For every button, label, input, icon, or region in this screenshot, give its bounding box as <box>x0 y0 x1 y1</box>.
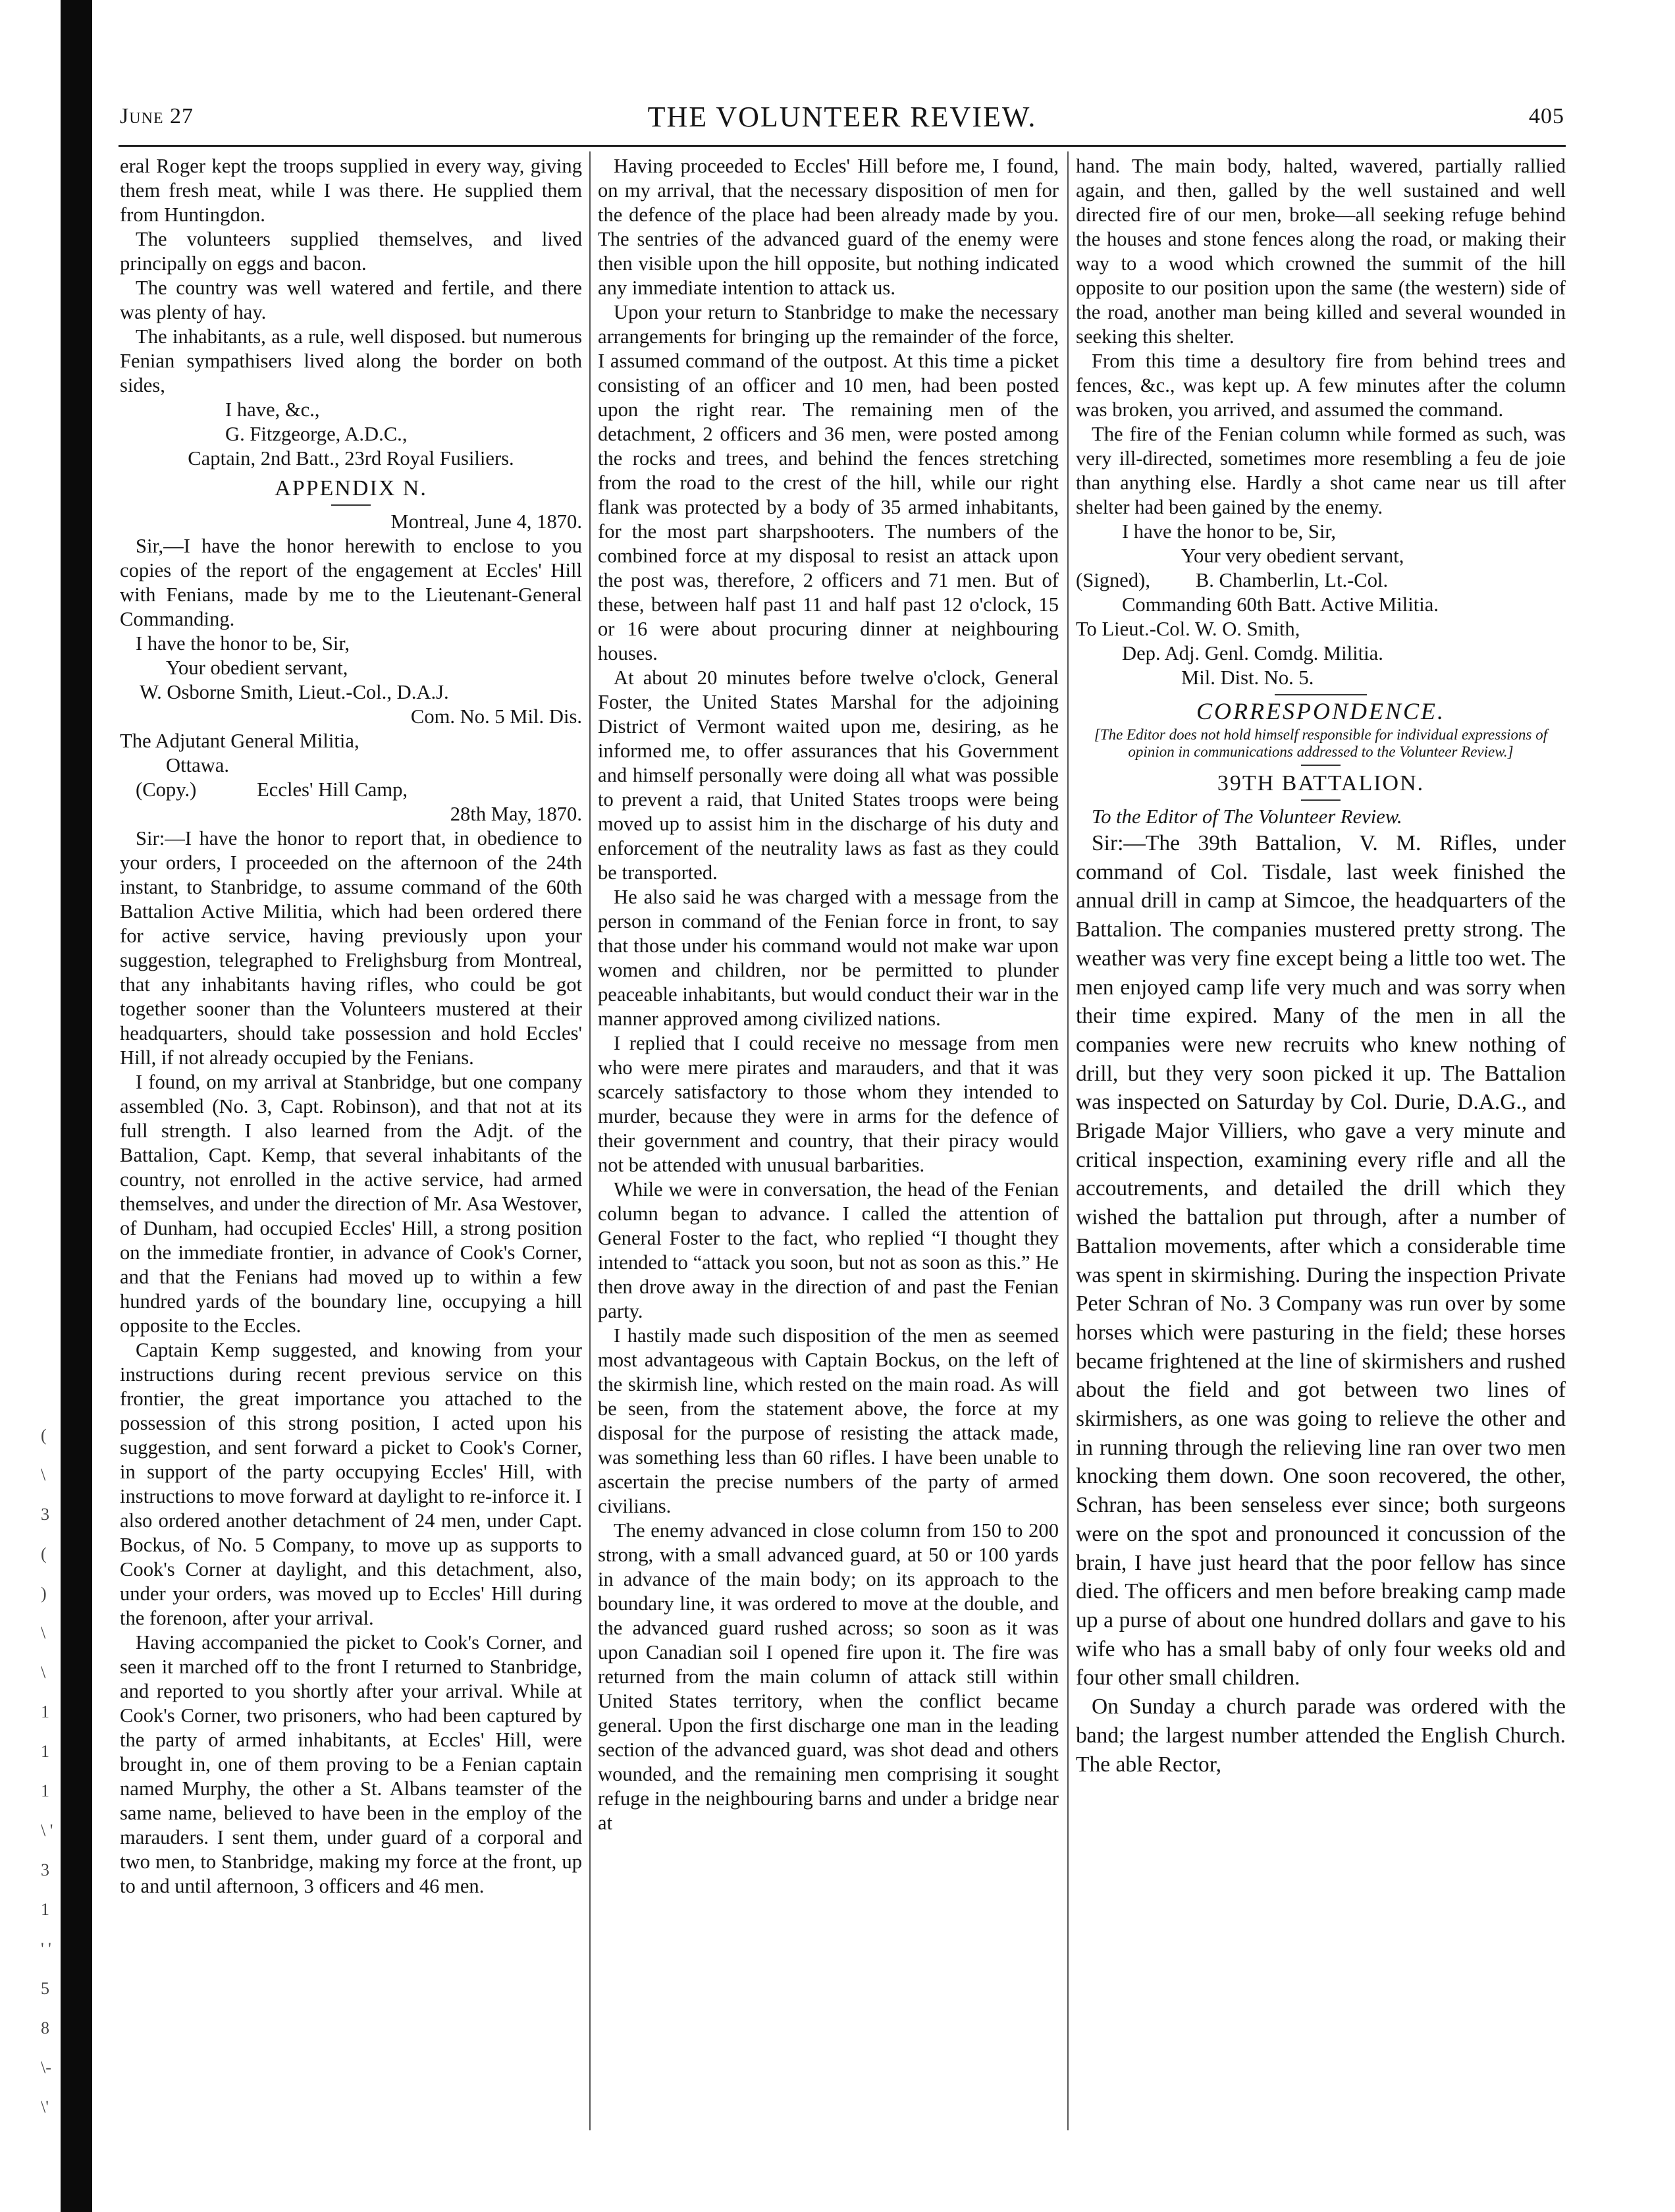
paragraph: Having proceeded to Eccles' Hill before me, I found, on my arrival, that the necessary disposition of men for the defence of the place had been already made by you. The sentries of the advanced guard of the enemy were then visible upon the hill opposite, but nothing indicated any immediate intention to attack us. <box>598 155 1059 299</box>
signature-line: G. Fitzgeorge, A.D.C., <box>225 423 408 445</box>
divider <box>1301 765 1341 766</box>
paragraph: Sir:—I have the honor to report that, in obedience to your orders, I proceeded on the afternoon of the 24th instant, to Stanbridge, to assume command of the 60th Battalion Active Militia, which had been ordered there for active service, having previously upon your suggestion, telegraphed to Frelighsburg from Montreal, that any inhabitants having rifles, who could be got together sooner than the Volunteers mustered at their headquarters, should take possession and hold Eccles' Hill, if not already occupied by the Fenians. <box>120 827 582 1069</box>
signature-line: I have, &c., <box>225 398 320 421</box>
paragraph: The enemy advanced in close column from 150 to 200 strong, with a small advanced guard, at 50 or 100 yards in advance of the main body; on its approach to the boundary line, it was ordered to move at the double, and the advanced guard rushed across; so soon as it was upon Canadian soil I opened fire upon it. The fire was returned from the main column of attack still within United States territory, when the conflict became general. Upon the first discharge one man in the leading section of the advanced guard, was shot dead and others wounded, and the remaining men comprising it sought refuge in the neighbouring barns and under a bridge near at <box>598 1519 1059 1834</box>
address-line: To Lieut.-Col. W. O. Smith, <box>1076 618 1300 640</box>
header-title: THE VOLUNTEER REVIEW. <box>647 101 1037 133</box>
address-line: Ottawa. <box>166 754 229 776</box>
paragraph: Captain Kemp suggested, and knowing from your instructions during recent previous service on this frontier, the great importance you attached to the possession of this strong position, I acted upon his suggestion, and sent forward a picket to Cook's Corner, in support of the party occupying Eccles' Hill, with instructions to move forward at daylight to re-inforce it. I also ordered another detachment of 24 men, under Capt. Bockus, of No. 5 Company, to move up as supports to Cook's Corner at daylight, and this detachment, also, under your orders, was moved up to Eccles' Hill during the forenoon, after your arrival. <box>120 1339 582 1629</box>
header-date: June 27 <box>120 104 194 128</box>
signature-line: W. Osborne Smith, Lieut.-Col., D.A.J. <box>140 681 449 703</box>
paragraph: The volunteers supplied themselves, and lived principally on eggs and bacon. <box>120 228 582 275</box>
paragraph: He also said he was charged with a message from the person in command of the Fenian force in front, to say that those under his command would not make war upon women and children, nor be permitted to plunder peaceable inhabitants, but would conduct their war in the manner approved among civilized nations. <box>598 886 1059 1030</box>
divider <box>331 504 371 506</box>
column-rule <box>589 151 591 2130</box>
signature-line: Your very obedient servant, <box>1181 545 1404 567</box>
paragraph: At about 20 minutes before twelve o'clock, General Foster, the United States Marshal for the adjoining District of Vermont waited upon me, desiring, as he informed me, to offer assurances that his Government and himself personally were doing all what was possible to prevent a raid, that United States troops were being moved up to assist him in the discharge of his duty and enforcement of the neutrality laws as fast as they could be transported. <box>598 666 1059 884</box>
paragraph: I found, on my arrival at Stanbridge, but one company assembled (No. 3, Capt. Robinson), and that not at its full strength. I also learned from the Adjt. of the Battalion, Capt. Kemp, that several inhabitants of the country, not enrolled in the active service, had armed themselves, and under the direction of Mr. Asa Westover, of Dunham, had occupied Eccles' Hill, a strong position on the immediate frontier, in advance of Cook's Corner, and that the Fenians had moved up to within a few hundred yards of the boundary line, occupying a hill opposite to the Eccles. <box>120 1071 582 1337</box>
binding-shadow <box>61 0 92 2212</box>
signature-line: I have the honor to be, Sir, <box>1122 520 1337 543</box>
paragraph: hand. The main body, halted, wavered, partially rallied again, and then, galled by the well sustained and well directed fire of our men, broke—all seeking refuge behind the houses and stone fences along the road, or making their way to a wood which crowned the summit of the hill opposite to our position upon the same (the western) side of the road, another man being killed and several wounded in seeking this shelter. <box>1076 155 1566 348</box>
article-heading: 39TH BATTALION. <box>1217 771 1425 796</box>
paragraph: I hastily made such disposition of the men as seemed most advantageous with Captain Bockus, on the left of the skirmish line, which rested on the main road. As will be seen, from the statement above, the force at my disposal for the purpose of resisting the attack made, was something less than 60 rifles. I have been unable to ascertain the precise numbers of the party of armed civilians. <box>598 1324 1059 1517</box>
appendix-heading: APPENDIX N. <box>275 476 427 500</box>
paragraph: The inhabitants, as a rule, well disposed. but numerous Fenian sympathisers lived along the border on both sides, <box>120 325 582 396</box>
paragraph: Upon your return to Stanbridge to make the necessary arrangements for bringing up the remainder of the force, I assumed command of the outpost. At this time a picket consisting of an officer and 10 men, had been posted upon the right rear. The remaining men of the detachment, 2 officers and 36 men, were posted among the rocks and trees, and behind the fences stretching from the road to the crest of the hill, while our right flank was protected by a body of 35 armed inhabitants, for the most part sharpshooters. The numbers of the combined force at my disposal to resist an attack upon the post was, therefore, 2 officers and 71 men. But of these, between half past 11 and half past 12 o'clock, 15 or 16 were about procuring dinner at neighbouring houses. <box>598 301 1059 664</box>
paragraph: While we were in conversation, the head of the Fenian column began to advance. I called the attention of General Foster to the fact, who replied “I thought they intended to “attack you soon, but not as soon as this.” He then drove away in the direction of and past the Fenian party. <box>598 1178 1059 1322</box>
paragraph: The country was well watered and fertile, and there was plenty of hay. <box>120 277 582 323</box>
salutation: To the Editor of The Volunteer Review. <box>1092 805 1402 828</box>
signature-line: (Signed), B. Chamberlin, Lt.-Col. <box>1076 569 1389 591</box>
address-line: Mil. Dist. No. 5. <box>1181 666 1314 689</box>
paragraph: eral Roger kept the troops supplied in every way, giving them fresh meat, while I was there. He supplied them from Huntingdon. <box>120 155 582 226</box>
column-1 <box>120 154 582 1899</box>
signature-line: Commanding 60th Batt. Active Militia. <box>1122 593 1439 616</box>
page-number: 405 <box>1529 104 1564 128</box>
paragraph: From this time a desultory fire from behind trees and fences, &c., was kept up. A few minutes after the column was broken, you arrived, and assumed the command. <box>1076 350 1566 421</box>
paragraph: Sir:—The 39th Battalion, V. M. Rifles, under command of Col. Tisdale, last week finished the annual drill in camp at Simcoe, the headquarters of the Battalion. The companies mustered pretty strong. The weather was very fine except being a little too wet. The men enjoyed camp life very much and was sorry when their time expired. Many of the men in all the companies were new recruits who knew nothing of drill, but they very soon picked it up. The Battalion was inspected on Saturday by Col. Durie, D.A.G., and Brigade Major Villiers, who gave a very minute and critical inspection, examining every rifle and all the accoutrements, and detailed the drill which they wished the battalion put through, after a number of Battalion movements, after which a considerable time was spent in skirmishing. During the inspection Private Peter Schran of No. 3 Company was run over by some horses which were pasturing in the field; these horses became frightened at the line of skirmishers and rushed about the field and got between two lines of skirmishers, as one was going to relieve the other and in running through the relieving line ran over two men knocking them down. One soon recovered, the other, Schran, has been senseless ever since; both surgeons were on the spot and pronounced it concussion of the brain, I have just heard that the poor fellow has since died. The officers and men before breaking camp made up a purse of about one hundred dollars and gave to his wife who has a small baby of only four weeks old and four other small children. <box>1076 831 1566 1690</box>
signature-line: Your obedient servant, <box>166 657 348 679</box>
margin-marks: ( \ 3 ( ) \ \ 1 1 1 \ ' 3 1 ' ' 5 8 \- \' <box>41 1426 53 2117</box>
running-header <box>120 99 1564 138</box>
paragraph: On Sunday a church parade was ordered with the band; the largest number attended the English Church. The able Rector, <box>1076 1694 1566 1777</box>
editor-note: [The Editor does not hold himself responsible for individual expressions of opinion in communications addressed to the Volunteer Review.] <box>1094 726 1548 760</box>
paragraph: I replied that I could receive no message from men who were mere pirates and marauders, and that it was scarcely satisfactory to those whom they intended to murder, because they were in arms for the defence of their government and country, that their piracy would not be attended with unusual barbarities. <box>598 1032 1059 1176</box>
dateline: Montreal, June 4, 1870. <box>390 510 582 533</box>
copy-line: (Copy.) Eccles' Hill Camp, <box>136 778 408 801</box>
letter-body <box>1076 829 1566 1779</box>
paragraph: Having accompanied the picket to Cook's Corner, and seen it marched off to the front I returned to Stanbridge, and reported to you shortly after your arrival. While at Cook's Corner, two prisoners, who had been captured by the party of armed inhabitants, at Eccles' Hill, were brought in, one of them proving to be a Fenian captain named Murphy, the other a St. Albans teamster of the same name, believed to have been in the employ of the marauders. I sent them, under guard of a corporal and two men, to Stanbridge, making my force at the front, up to and until afternoon, 3 officers and 46 men. <box>120 1631 582 1897</box>
address-line: The Adjutant General Militia, <box>120 730 359 752</box>
column-3 <box>1076 154 1566 1779</box>
header-rule <box>119 145 1566 147</box>
divider <box>1301 799 1341 801</box>
address-line: Dep. Adj. Genl. Comdg. Militia. <box>1122 642 1383 664</box>
column-rule <box>1067 151 1069 2130</box>
paragraph: The fire of the Fenian column while formed as such, was very ill-directed, sometimes more resembling a feu de joie than anything else. Hardly a shot came near us till after shelter had been gained by the enemy. <box>1076 423 1566 518</box>
copy-date: 28th May, 1870. <box>450 803 582 825</box>
signature-line: Captain, 2nd Batt., 23rd Royal Fusiliers. <box>188 447 514 470</box>
divider <box>1275 694 1367 695</box>
column-2 <box>598 154 1059 1835</box>
section-heading: CORRESPONDENCE. <box>1196 698 1445 724</box>
paragraph: Sir,—I have the honor herewith to enclose to you copies of the report of the engagement at Eccles' Hill with Fenians, made by me to the Lieutenant-General Commanding. <box>120 535 582 630</box>
paragraph: I have the honor to be, Sir, <box>136 632 350 655</box>
signature-line: Com. No. 5 Mil. Dis. <box>410 705 582 728</box>
